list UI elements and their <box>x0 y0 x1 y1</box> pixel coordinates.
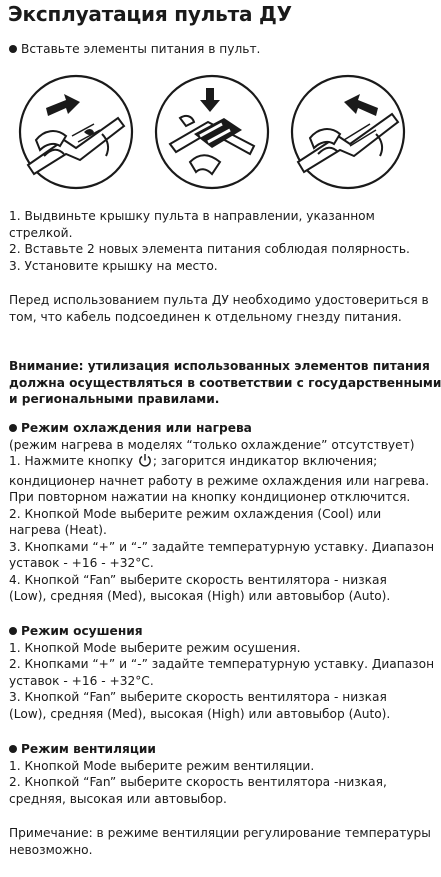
bullet-dot-icon <box>9 627 17 635</box>
bullet-dot-icon <box>9 45 17 53</box>
section-title: Режим осушения <box>9 623 434 640</box>
bullet-dot-icon <box>9 424 17 432</box>
section-title: Режим вентиляции <box>9 741 434 758</box>
bullet-dot-icon <box>9 745 17 753</box>
section-title: Режим охлаждения или нагрева <box>9 420 434 437</box>
power-instruction-line: 1. Нажмите кнопку ; загорится индикатор включения; <box>9 453 434 473</box>
dry-section: Режим осушения 1. Кнопкой Mode выберите режим осушения. 2. Кнопками “+” и “-” задайте температурную уставку. Диапазон уставок - +16 - +32°C. 3. Кнопкой “Fan” выберите скорость вентилятора - низкая (Low), средняя (Med), высокая (High) или автовыбор (Auto). <box>9 624 435 721</box>
battery-illustrations <box>14 70 434 200</box>
fan-section: Режим вентиляции 1. Кнопкой Mode выберите режим вентиляции. 2. Кнопкой “Fan” выберите скорость вентилятора -низкая, средняя, высокая или автовыбор. <box>9 741 434 807</box>
insert-batteries-illustration <box>150 70 274 194</box>
power-icon <box>138 453 152 473</box>
step-line: 2. Вставьте 2 новых элемента питания соблюдая полярность. <box>9 242 410 256</box>
step-line: 1. Выдвиньте крышку пульта в направлении, указанном <box>9 209 375 223</box>
replace-cover-illustration <box>286 70 410 194</box>
before-use-text: Перед использованием пульта ДУ необходимо удостовериться в том, что кабель подсоединен к отдельному гнезду питания. <box>9 293 429 324</box>
page-title: Эксплуатация пульта ДУ <box>8 2 292 26</box>
note-text: Примечание: в режиме вентиляции регулирование температуры невозможно. <box>9 826 431 857</box>
disposal-warning: Внимание: утилизация использованных элементов питания должна осуществляться в соответствии с государственными и региональными правилами. <box>9 359 441 406</box>
step-line: стрелкой. <box>9 225 73 240</box>
insert-batteries-line: Вставьте элементы питания в пульт. <box>9 41 260 57</box>
slide-cover-illustration <box>14 70 138 194</box>
cool-heat-section: Режим охлаждения или нагрева (режим нагрева в моделях “только охлаждение” отсутствует) 1. Нажмите кнопку ; загорится индикатор включения; кондиционер начнет работу в режиме охлаждения или нагрева. При повторном нажатии на кнопку кондиционер отключится. 2. Кнопкой Mode выберите режим охлаждения (Cool) или нагрева (Heat). 3. Кнопками “+” и “-” задайте температурную уставку. Диапазон уставок - +16 - +32°C. 4. Кнопкой “Fan” выберите скорость вентилятора - низкая (Low), средняя (Med), высокая (High) или автовыбор (Auto). <box>9 421 435 603</box>
battery-steps <box>9 208 434 274</box>
step-line: 3. Установите крышку на место. <box>9 258 218 273</box>
